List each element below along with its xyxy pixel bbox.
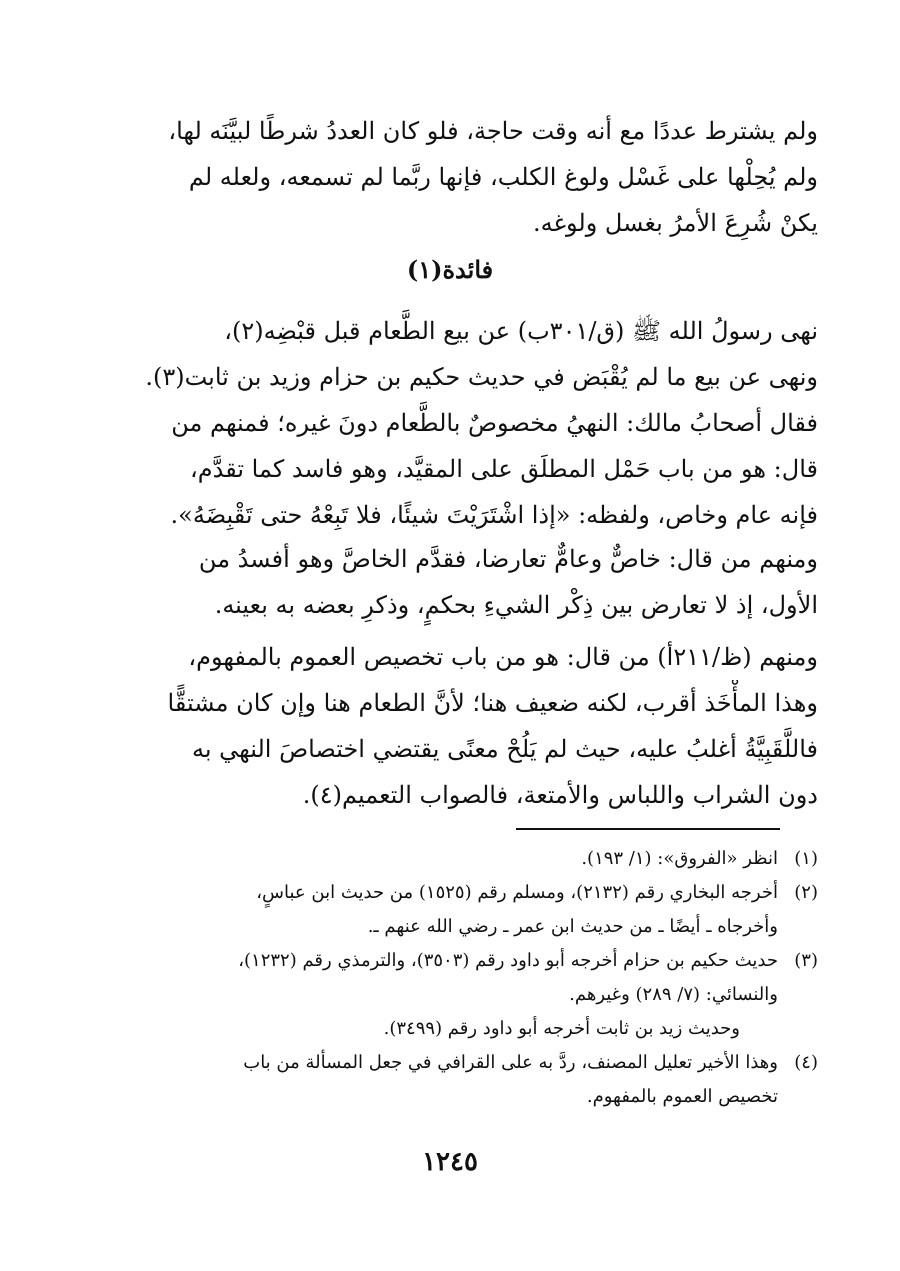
text-line: وأخرجاه ـ أيضًا ـ من حديث ابن عمر ـ رضي الله عنهم ـ. xyxy=(367,916,778,937)
paragraph-3 xyxy=(80,536,818,628)
paragraph-4 xyxy=(80,634,818,818)
footnote-text xyxy=(80,876,778,944)
paragraph-2 xyxy=(80,308,818,538)
footnote-text xyxy=(80,1012,740,1046)
text-line: ومنهم من قال: خاصٌّ وعامٌّ تعارضا، فقدَّم الخاصَّ وهو أفسدُ من xyxy=(198,545,818,573)
text-line: انظر «الفروق»: (١/ ١٩٣). xyxy=(581,848,778,869)
text-line: فقال أصحابُ مالك: النهيُ مخصوصٌ بالطَّعام دونَ غيره؛ فمنهم من xyxy=(171,409,818,437)
text-line: وحديث زيد بن ثابت أخرجه أبو داود رقم (٣٤٩٩). xyxy=(383,1018,740,1039)
text-line: ولم يشترط عددًا مع أنه وقت حاجة، فلو كان العددُ شرطًا لبيَّنَه لها، xyxy=(168,117,818,145)
footnote-number: (١) xyxy=(794,848,818,869)
footnote-1 xyxy=(80,842,818,876)
footnote-number: (٤) xyxy=(794,1052,818,1073)
text-line: والنسائي: (٧/ ٢٨٩) وغيرهم. xyxy=(569,984,778,1005)
footnote-number: (٣) xyxy=(794,950,818,971)
text-line: أخرجه البخاري رقم (٢١٣٢)، ومسلم رقم (١٥٢٥) من حديث ابن عباسٍ، xyxy=(256,882,778,903)
text-line: يكنْ شُرِعَ الأمرُ بغسل ولوغه. xyxy=(532,209,818,237)
text-line: ولم يُحِلْها على غَسْل ولوغ الكلب، فإنها ربَّما لم تسمعه، ولعله لم xyxy=(188,163,818,191)
text-line: تخصيص العموم بالمفهوم. xyxy=(586,1086,778,1107)
text-line: وهذا المأْخَذ أقرب، لكنه ضعيف هنا؛ لأنَّ الطعام هنا وإن كان مشتقًّا xyxy=(167,689,818,717)
footnote-text xyxy=(80,944,778,1012)
text-line: فإنه عام وخاص، ولفظه: «إذا اشْتَرَيْتَ شيئًا، فلا تَبِعْهُ حتى تَقْبِضَهُ». xyxy=(170,501,818,529)
text-line: وهذا الأخير تعليل المصنف، ردَّ به على القرافي في جعل المسألة من باب xyxy=(243,1052,778,1073)
footnote-text xyxy=(80,842,778,876)
footnote-number: (٢) xyxy=(794,882,818,903)
section-heading: فائدة(١) xyxy=(406,255,494,284)
footnote-divider xyxy=(516,828,780,830)
text-line: الأول، إذ لا تعارض بين ذِكْر الشيءِ بحكمٍ، وذكرِ بعضه به بعينه. xyxy=(214,591,818,619)
footnote-text xyxy=(80,1046,778,1114)
text-line: ومنهم (ظ/٢١١أ) من قال: هو من باب تخصيص العموم بالمفهوم، xyxy=(188,643,818,671)
text-line: ونهى عن بيع ما لم يُقْبَض في حديث حكيم بن حزام وزيد بن ثابت(٣). xyxy=(145,363,818,391)
text-line: نهى رسولُ الله ﷺ (ق/٣٠١ب) عن بيع الطَّعام قبل قبْضِه(٢)، xyxy=(224,317,818,345)
text-line: دون الشراب واللباس والأمتعة، فالصواب التعميم(٤). xyxy=(302,781,818,809)
footnote-3-continued xyxy=(80,1012,818,1046)
text-line: قال: هو من باب حَمْل المطلَق على المقيَّد، وهو فاسد كما تقدَّم، xyxy=(189,455,818,483)
text-line: حديث حكيم بن حزام أخرجه أبو داود رقم (٣٥٠٣)، والترمذي رقم (١٢٣٢)، xyxy=(238,950,778,971)
footnote-2 xyxy=(80,876,818,944)
text-line: فاللَّقَبِيَّةُ أغلبُ عليه، حيث لم يَلُحْ معنًى يقتضي اختصاصَ النهي به xyxy=(191,735,818,763)
page-number: ١٢٤٥ xyxy=(422,1147,478,1177)
paragraph-1 xyxy=(80,108,818,246)
footnote-4 xyxy=(80,1046,818,1114)
footnote-3 xyxy=(80,944,818,1012)
footnotes xyxy=(80,842,818,1114)
